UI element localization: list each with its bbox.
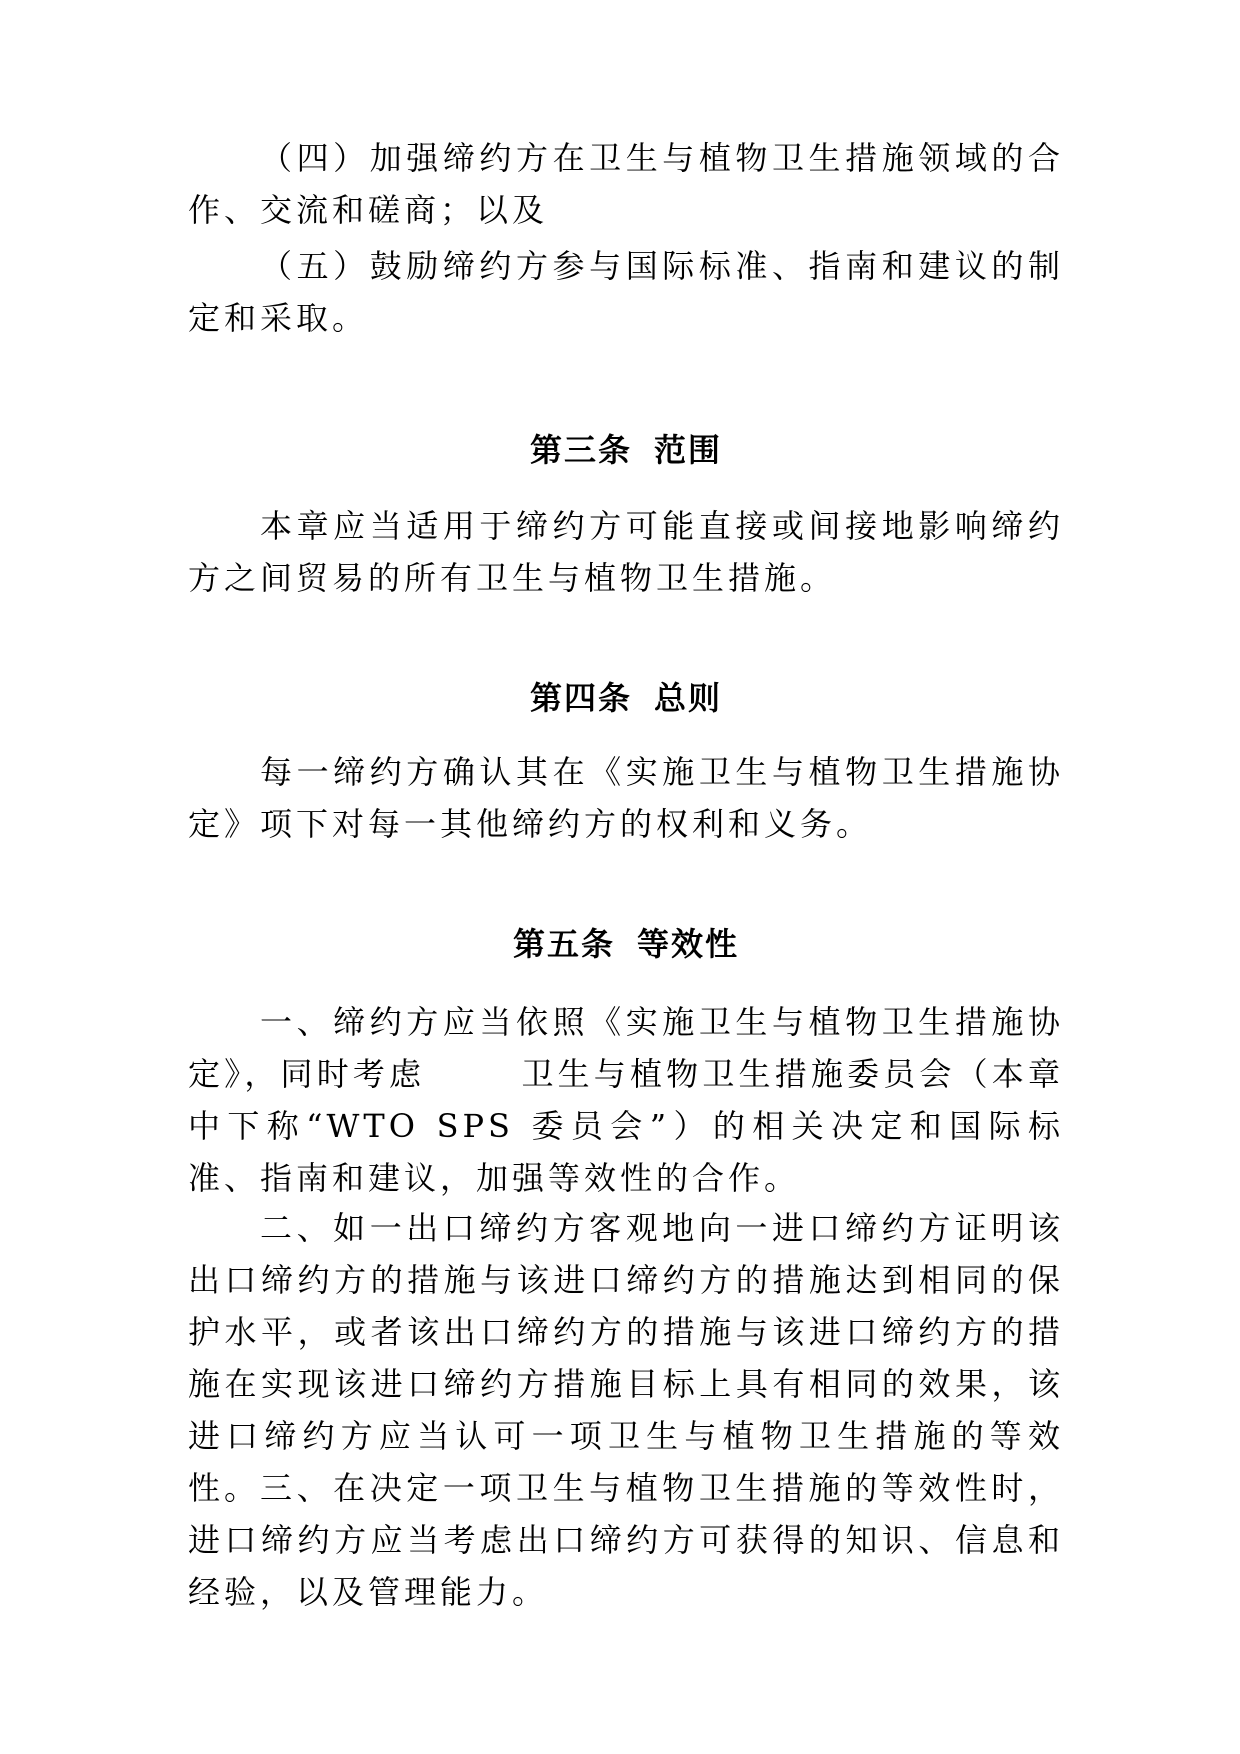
- item-four-paragraph: （四）加强缔约方在卫生与植物卫生措施领域的合作、交流和磋商；以及: [188, 139, 1064, 229]
- article3-paragraph: 本章应当适用于缔约方可能直接或间接地影响缔约方之间贸易的所有卫生与植物卫生措施。: [188, 507, 1064, 597]
- article5-p1-part2: 卫生与植物卫生措施委员会（本章中下称“WTO SPS 委员会”）的相关决定和国际标准、指南和建议，加强等效性的合作。: [188, 1055, 1064, 1197]
- article4-title: 总则: [654, 679, 723, 717]
- article5-number: 第五条: [512, 925, 615, 963]
- article5-title: 等效性: [637, 925, 740, 963]
- article5-paragraph-3: 三、在决定一项卫生与植物卫生措施的等效性时，进口缔约方应当考虑出口缔约方可获得的知识、信息和经验，以及管理能力。: [188, 1469, 1064, 1611]
- item-five-paragraph: （五）鼓励缔约方参与国际标准、指南和建议的制定和采取。: [188, 247, 1064, 337]
- article5-p1-part1: 一、缔约方应当依照《实施卫生与植物卫生措施协定》，同时考虑: [188, 1003, 1064, 1093]
- article4-number: 第四条: [529, 679, 632, 717]
- article3-heading: [188, 424, 1064, 476]
- article5-paragraph-1: [188, 996, 1064, 1204]
- article5-paragraph-2: 二、如一出口缔约方客观地向一进口缔约方证明该出口缔约方的措施与该进口缔约方的措施达到相同的保护水平，或者该出口缔约方的措施与该进口缔约方的措施在实现该进口缔约方措施目标上具有相同的效果，该进口缔约方应当认可一项卫生与植物卫生措施的等效性。: [188, 1209, 1064, 1507]
- article4-paragraph: 每一缔约方确认其在《实施卫生与植物卫生措施协定》项下对每一其他缔约方的权利和义务。: [188, 753, 1064, 843]
- article3-number: 第三条: [529, 431, 632, 469]
- article4-heading: [188, 672, 1064, 724]
- article3-title: 范围: [654, 431, 723, 469]
- article5-heading: [188, 918, 1064, 970]
